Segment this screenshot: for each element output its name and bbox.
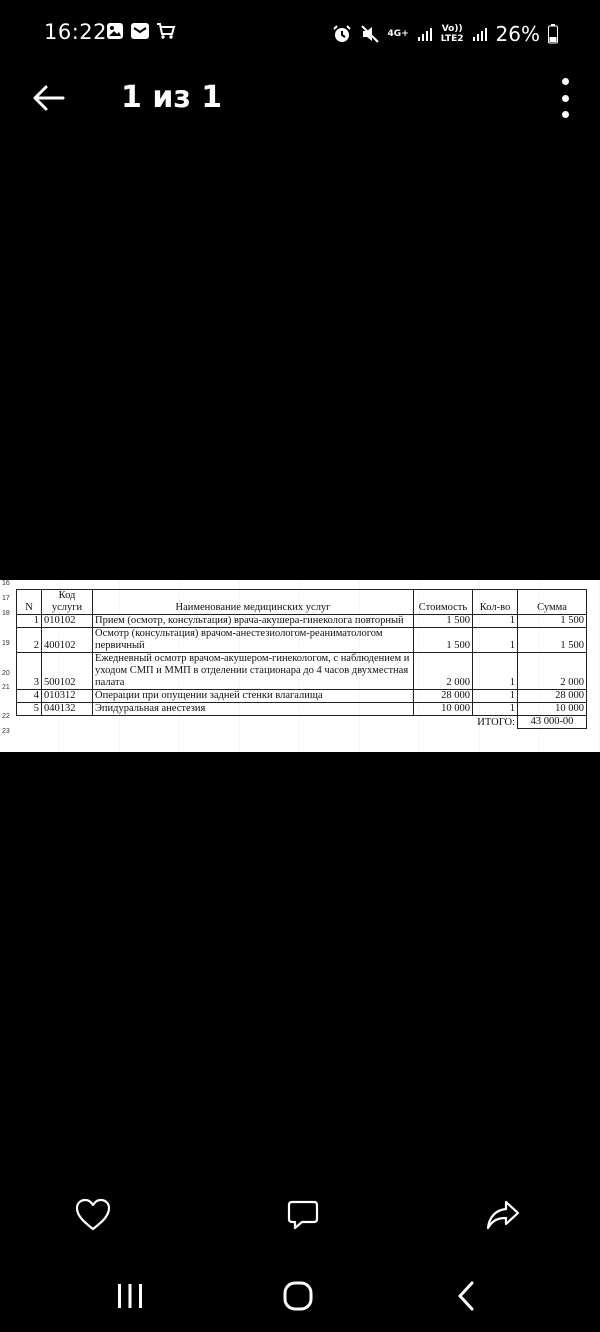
- notification-icons: [106, 22, 176, 40]
- network-type: 4G+: [387, 29, 409, 39]
- alarm-icon: [332, 24, 352, 44]
- document-image[interactable]: [0, 580, 600, 752]
- row-number: 20: [2, 670, 10, 677]
- status-bar: [0, 0, 600, 68]
- services-table: [16, 589, 587, 729]
- system-nav-bar: [0, 1266, 600, 1326]
- total-row: [17, 716, 587, 729]
- battery-level: 26%: [495, 22, 540, 46]
- cell-sum: 28 000: [518, 690, 587, 703]
- cell-n: 1: [17, 615, 42, 628]
- more-dots-icon: [562, 78, 569, 85]
- row-numbers: [0, 580, 14, 752]
- row-number: 16: [2, 580, 10, 587]
- table-row: [17, 628, 587, 653]
- table-header-row: [17, 590, 587, 615]
- signal-icon: [417, 26, 433, 42]
- row-number: 18: [2, 610, 10, 617]
- viewer-actions: [0, 1190, 600, 1240]
- cell-qty: 1: [473, 653, 518, 690]
- back-button[interactable]: [28, 78, 68, 118]
- cell-code: 040132: [42, 703, 93, 716]
- cell-code: 400102: [42, 628, 93, 653]
- arrow-left-icon: [31, 84, 65, 112]
- system-back-button[interactable]: [436, 1274, 496, 1318]
- cell-price: 10 000: [414, 703, 473, 716]
- favorite-button[interactable]: [68, 1190, 118, 1240]
- row-number: 19: [2, 640, 10, 647]
- cell-name: Эпидуральная анестезия: [93, 703, 414, 716]
- cell-n: 2: [17, 628, 42, 653]
- cell-sum: 2 000: [518, 653, 587, 690]
- home-button[interactable]: [268, 1274, 328, 1318]
- total-label: ИТОГО:: [477, 716, 515, 728]
- row-number: 22: [2, 713, 10, 720]
- cell-sum: 1 500: [518, 615, 587, 628]
- cell-qty: 1: [473, 703, 518, 716]
- row-number: 17: [2, 595, 10, 602]
- cell-qty: 1: [473, 628, 518, 653]
- header-name: Наименование медицинских услуг: [93, 590, 414, 615]
- total-value: 43 000-00: [518, 716, 587, 729]
- more-dot: [562, 111, 569, 118]
- cell-code: 010102: [42, 615, 93, 628]
- mail-icon: [130, 22, 150, 40]
- home-icon: [283, 1281, 313, 1311]
- comment-icon: [286, 1198, 320, 1232]
- cell-price: 28 000: [414, 690, 473, 703]
- table-row: [17, 703, 587, 716]
- header-qty: Кол-во: [473, 590, 518, 615]
- row-number: 23: [2, 728, 10, 735]
- cell-price: 1 500: [414, 615, 473, 628]
- cell-n: 3: [17, 653, 42, 690]
- more-options-button[interactable]: [556, 78, 574, 118]
- cell-qty: 1: [473, 690, 518, 703]
- header-code: Код услуги: [42, 590, 93, 615]
- cell-name: Ежедневный осмотр врачом-акушером-гинекологом, с наблюдением и уходом СМП и ММП в отделении стационара до 4 часов двухместная палата: [93, 653, 414, 690]
- more-dot: [562, 95, 569, 102]
- cell-name: Операции при опущении задней стенки влагалища: [93, 690, 414, 703]
- header-sum: Сумма: [518, 590, 587, 615]
- cell-n: 4: [17, 690, 42, 703]
- header-price: Стоимость: [414, 590, 473, 615]
- battery-icon: [548, 24, 558, 44]
- cell-price: 1 500: [414, 628, 473, 653]
- mute-icon: [360, 24, 380, 44]
- share-button[interactable]: [478, 1190, 528, 1240]
- table-row: [17, 615, 587, 628]
- gallery-icon: [106, 22, 124, 40]
- cell-code: 500102: [42, 653, 93, 690]
- cell-qty: 1: [473, 615, 518, 628]
- heart-icon: [74, 1198, 112, 1232]
- status-time: 16:22: [44, 20, 108, 44]
- cell-name: Осмотр (консультация) врачом-анестезиологом-реаниматологом первичный: [93, 628, 414, 653]
- status-right: [332, 22, 558, 46]
- cell-sum: 10 000: [518, 703, 587, 716]
- cell-price: 2 000: [414, 653, 473, 690]
- cell-code: 010312: [42, 690, 93, 703]
- viewer-app-bar: [0, 68, 600, 128]
- signal-2-icon: [472, 26, 488, 42]
- table-row: [17, 653, 587, 690]
- page-counter-title: 1 из 1: [121, 80, 223, 115]
- cell-name: Прием (осмотр, консультация) врача-акушера-гинеколога повторный: [93, 615, 414, 628]
- row-number: 21: [2, 684, 10, 691]
- chevron-left-icon: [456, 1281, 476, 1311]
- cell-n: 5: [17, 703, 42, 716]
- recent-apps-button[interactable]: [100, 1274, 160, 1318]
- share-icon: [484, 1198, 522, 1232]
- comment-button[interactable]: [278, 1190, 328, 1240]
- cart-icon: [156, 22, 176, 40]
- cell-sum: 1 500: [518, 628, 587, 653]
- table-row: [17, 690, 587, 703]
- header-n: N: [17, 590, 42, 615]
- lte-indicator: Vo)) LTE2: [440, 24, 464, 44]
- recent-apps-icon: [116, 1283, 144, 1309]
